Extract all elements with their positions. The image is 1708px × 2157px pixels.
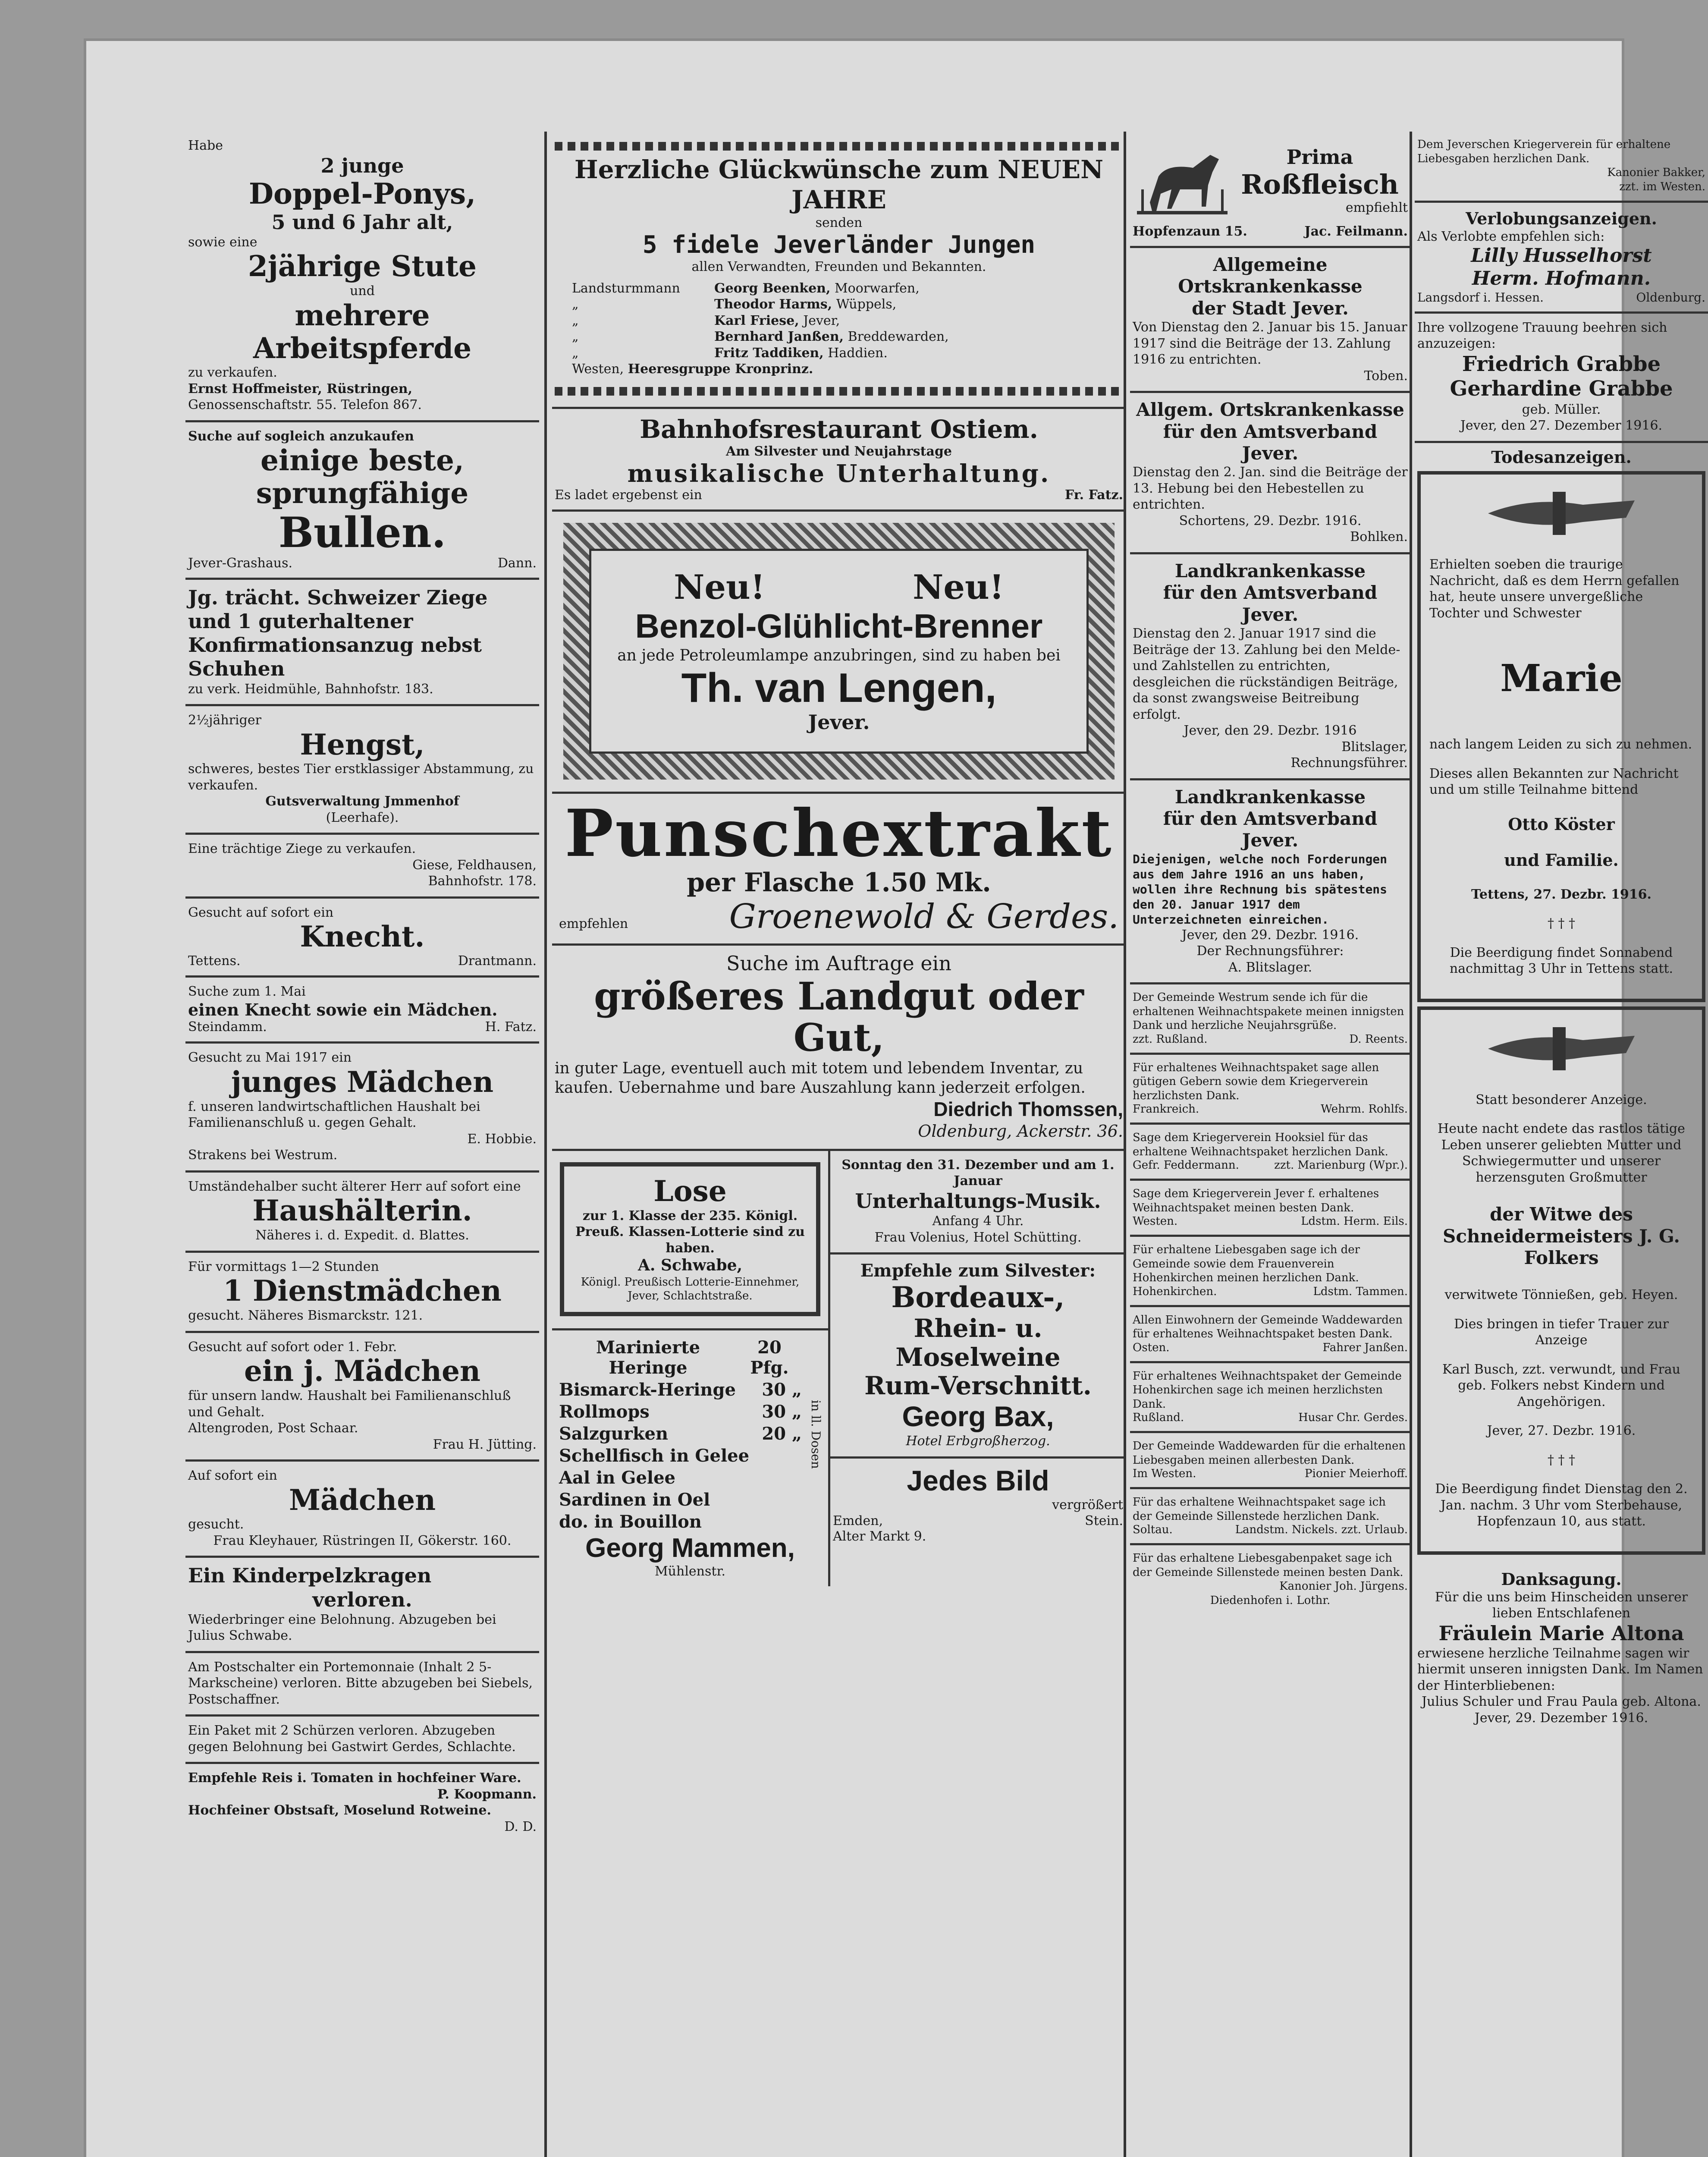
ad-headline: junges Mädchen	[231, 1065, 494, 1099]
thanks-bakker	[1415, 132, 1708, 203]
bottom-right-column	[830, 1151, 1126, 1586]
notice-body: Allen Einwohnern der Gemeinde Waddewarden für erhaltenes Weihnachtspaket besten Dank.	[1133, 1313, 1403, 1341]
ad-headline: Rum-Verschnitt.	[864, 1371, 1092, 1401]
section-heading: Todesanzeigen.	[1491, 447, 1632, 467]
ad-knecht	[185, 899, 539, 978]
notice-body: Heute nacht endete das rastlos tätige Leben unserer geliebten Mutter und Schwiegermutter und unserer herzensguten Großmutter	[1438, 1121, 1685, 1185]
notice-name: geb. Müller.	[1522, 402, 1601, 417]
notice-signature: Rechnungsführer.	[1290, 755, 1408, 771]
notice-body: Für das erhaltene Weihnachtspaket sage ich der Gemeinde Sillenstede herzlichen Dank.	[1133, 1496, 1386, 1523]
column-4	[1415, 132, 1708, 2157]
notice-name: der Witwe des Schneidermeisters J. G. Folkers	[1443, 1204, 1680, 1269]
ad-ponys	[185, 132, 539, 422]
engagement-notices: Verlobungsanzeigen. Als Verlobte empfehlen sich: Lilly Husselhorst Herm. Hofmann. Langsdorf i. Hessen. Oldenburg.	[1415, 203, 1708, 314]
ad-text: Gesucht zu Mai 1917 ein	[188, 1050, 352, 1066]
section-heading: Danksagung.	[1501, 1569, 1622, 1589]
notice-name: Herm. Hofmann.	[1472, 267, 1651, 289]
notice-body: Für das erhaltene Liebesgabenpaket sage ich der Gemeinde Sillenstede meinen besten Dank.	[1133, 1552, 1403, 1579]
notice-body: Dieses allen Bekannten zur Nachricht und um stille Teilnahme bittend	[1429, 766, 1679, 798]
notice-body: Sage dem Kriegerverein Jever f. erhaltenes Weihnachtspaket meinen besten Dank.	[1133, 1187, 1379, 1214]
name-row: „ Theodor Harms, Wüppels,	[572, 297, 897, 312]
thanks-notice: Für das erhaltene Liebesgabenpaket sage ich der Gemeinde Sillenstede meinen besten Dank. Kanonier Joh. Jürgens. Diedenhofen i. Lothr.	[1133, 1552, 1408, 1607]
ad-text: Empfehle Reis i. Tomaten in hochfeiner Ware.	[188, 1770, 521, 1786]
cross-wreath-icon	[1429, 483, 1693, 544]
ad-headline: verloren.	[312, 1588, 412, 1611]
notice-ortskrankenkasse-amt	[1130, 393, 1410, 554]
ad-text: Anfang 4 Uhr.	[932, 1214, 1024, 1229]
price-row: do. in Bouillon	[559, 1511, 702, 1532]
ad-headline: sprungfähige	[256, 476, 469, 510]
ad-headline: Hengst,	[300, 727, 425, 761]
ad-text: f. unseren landwirtschaftlichen Haushalt bei Familienanschluß u. gegen Gehalt.	[188, 1099, 480, 1131]
notice-name: Gerhardine Grabbe	[1450, 377, 1673, 401]
thanks-notice: Sage dem Kriegerverein Jever f. erhaltenes Weihnachtspaket meinen besten Dank. Westen. Ldstm. Herm. Eils.	[1130, 1181, 1410, 1237]
notice-signature: Jever, den 29. Dezbr. 1916.	[1181, 927, 1359, 943]
notice-signature: Der Rechnungsführer:	[1196, 943, 1344, 959]
notice-signature: Karl Busch, zzt. verwundt, und Frau geb. Folkers nebst Kindern und Angehörigen.	[1442, 1361, 1680, 1409]
notice-signature: Schortens, 29. Dezbr. 1916.	[1179, 513, 1362, 528]
ad-text: sowie eine	[188, 234, 257, 250]
ad-text: Wiederbringer eine Belohnung. Abzugeben bei Julius Schwabe.	[188, 1612, 496, 1644]
ad-text: für unsern landw. Haushalt bei Familienanschluß und Gehalt.	[188, 1388, 511, 1420]
ad-signature: D. D.	[504, 1819, 537, 1834]
ad-text: 2½jähriger	[188, 713, 261, 728]
notice-name: Fräulein Marie Altona	[1438, 1621, 1684, 1645]
ad-headline: einen Knecht sowie ein Mädchen.	[188, 1000, 498, 1019]
ad-signature: E. Hobbie.	[467, 1131, 537, 1147]
notice-body: Die Beerdigung findet Sonnabend nachmittag 3 Uhr in Tettens statt.	[1449, 945, 1673, 977]
ad-hengst	[185, 706, 539, 835]
ad-text: 2 junge	[320, 154, 404, 177]
name-row: Landsturmmann Georg Beenken, Moorwarfen,	[572, 280, 920, 296]
ad-haushaelterin	[185, 1173, 539, 1253]
ad-text: Auf sofort ein	[188, 1468, 277, 1483]
cross-wreath-icon	[1429, 1019, 1693, 1079]
notice-body: Erhielten soeben die traurige Nachricht, daß es dem Herrn gefallen hat, heute unsere unvergeßliche Tochter und Schwester	[1429, 557, 1680, 621]
ad-headline: Bullen.	[278, 508, 446, 557]
notice-body: Diejenigen, welche noch Forderungen aus dem Jahre 1916 an uns haben, wollen ihre Rechnung bis spätestens den 20. Januar 1917 dem Unterzeichneten einreichen.	[1133, 852, 1388, 927]
ad-address: zu verk. Heidmühle, Bahnhofstr. 183.	[188, 681, 433, 697]
price-row: Schellfisch in Gelee	[559, 1445, 750, 1466]
notice-date: Jever, den 27. Dezember 1916.	[1460, 418, 1663, 434]
notice-name: Friedrich Grabbe	[1462, 352, 1661, 376]
ad-signature: Ernst Hoffmeister, Rüstringen,	[188, 381, 413, 396]
notice-body: Der Gemeinde Westrum sende ich für die erhaltenen Weihnachtspakete meinen innigsten Dank und herzliche Neujahrsgrüße.	[1133, 991, 1404, 1032]
ad-pelzkragen	[185, 1558, 539, 1653]
ad-text: schweres, bestes Tier erstklassiger Abstammung, zu verkaufen.	[188, 761, 534, 793]
ad-reis	[185, 1764, 539, 1842]
name-row: „ Bernhard Janßen, Breddewarden,	[572, 329, 949, 345]
name-row: „ Karl Friese, Jever,	[572, 313, 840, 328]
notice-signature: und Familie.	[1504, 850, 1619, 870]
ad-address: Jever, Schlachtstraße.	[628, 1289, 753, 1303]
death-notice-folkers	[1417, 1006, 1705, 1555]
ad-text: Habe	[188, 138, 223, 153]
notice-body: Ihre vollzogene Trauung beehren sich anzuzeigen:	[1417, 320, 1667, 352]
ad-ziege	[185, 835, 539, 899]
thanks-notice: Für erhaltenes Weihnachtspaket der Gemeinde Hohenkirchen sage ich meinen herzlichsten Dank. Rußland. Husar Chr. Gerdes.	[1130, 1363, 1410, 1434]
ad-headline: mehrere Arbeitspferde	[253, 298, 472, 365]
ad-headline: 1 Dienstmädchen	[223, 1274, 502, 1308]
notice-signature: Kanonier Bakker,	[1607, 166, 1705, 179]
notice-title: für den Amtsverband Jever.	[1163, 582, 1378, 625]
ad-text: Prima	[1286, 145, 1353, 169]
notice-signature: Otto Köster	[1508, 814, 1615, 834]
notice-body: Für die uns beim Hinscheiden unserer lieben Entschlafenen	[1435, 1589, 1688, 1621]
ad-signature: Stein.	[1085, 1513, 1123, 1528]
ad-text: gesucht.	[188, 1517, 244, 1532]
newspaper-page	[86, 41, 1705, 2157]
ad-lose	[552, 1151, 828, 1330]
notice-date: Jever, 29. Dezember 1916.	[1474, 1710, 1648, 1726]
ad-signature: Gutsverwaltung Jmmenhof	[265, 794, 459, 809]
ad-text: Sonntag den 31. Dezember und am 1. Januar	[841, 1157, 1115, 1189]
notice-body: Als Verlobte empfehlen sich:	[1417, 229, 1605, 244]
notice-body: verwitwete Tönnießen, geb. Heyen.	[1444, 1287, 1678, 1303]
ad-text: Gesucht auf sofort oder 1. Febr.	[188, 1339, 397, 1355]
ad-place: Emden,	[833, 1513, 883, 1528]
ad-signature: Georg Bax,	[902, 1400, 1054, 1433]
thanks-notice: Für erhaltenes Weihnachtspaket sage allen gütigen Gebern sowie dem Kriegerverein herzlichsten Dank. Frankreich. Wehrm. Rohlfs.	[1130, 1055, 1410, 1125]
decorative-border	[555, 142, 1123, 151]
ad-headline: Bordeaux-,	[891, 1280, 1065, 1314]
notice-title: Allgem. Ortskrankenkasse	[1136, 399, 1404, 421]
side-note: in ll. Dosen	[809, 1400, 823, 1469]
notice-signature: Julius Schuler und Frau Paula geb. Altona.	[1422, 1694, 1701, 1710]
ad-knecht-maedchen	[185, 978, 539, 1044]
price-row: Marinierte Heringe 20 Pfg.	[596, 1337, 789, 1378]
death-notices-section	[1415, 443, 1708, 1563]
ad-landgut	[552, 946, 1126, 1151]
thanks-notice: Allen Einwohnern der Gemeinde Waddewarden für erhaltenes Weihnachtspaket besten Dank. Osten. Fahrer Janßen.	[1130, 1307, 1410, 1363]
ad-headline: Punschextrakt	[565, 796, 1113, 872]
notice-signature: Bohlken.	[1350, 529, 1408, 545]
ad-address: Genossenschaftstr. 55. Telefon 867.	[188, 397, 422, 413]
ad-headline: und 1 guterhaltener Konfirmationsanzug nebst Schuhen	[188, 610, 482, 681]
notice-title: Allgemeine Ortskrankenkasse	[1178, 254, 1363, 297]
decorative-frame	[563, 523, 1115, 780]
ad-place: Strakens bei Westrum.	[188, 1148, 338, 1163]
names-list	[555, 275, 1123, 383]
decorative-border	[555, 387, 1123, 396]
ad-signature: A. Schwabe,	[637, 1256, 742, 1275]
ad-text: und	[350, 283, 375, 299]
ad-address: Alter Markt 9.	[833, 1528, 926, 1544]
ad-place: Jever.	[808, 711, 870, 734]
ad-signature: P. Koopmann.	[437, 1786, 537, 1802]
ad-headline: Lose	[653, 1174, 727, 1208]
ad-place: Altengroden, Post Schaar.	[188, 1421, 358, 1436]
ad-place: (Leerhafe).	[326, 810, 399, 825]
notice-signature: A. Blitslager.	[1228, 959, 1312, 975]
ad-headline: Doppel-Ponys,	[248, 176, 476, 211]
notice-date: Jever, 27. Dezbr. 1916.	[1487, 1423, 1636, 1439]
ad-headline: größeres Landgut oder Gut,	[594, 973, 1084, 1060]
ad-signature: Frau H. Jütting.	[433, 1437, 537, 1452]
ad-signature: Giese, Feldhausen,	[412, 857, 537, 873]
ad-signature: Diedrich Thomssen,	[933, 1098, 1123, 1121]
price-row: Aal in Gelee	[559, 1467, 675, 1488]
ad-headline: 5 fidele Jeverländer Jungen	[642, 230, 1036, 259]
ad-text: Eine trächtige Ziege zu verkaufen.	[188, 841, 416, 857]
ad-benzol-brenner	[552, 512, 1126, 794]
ad-address: Hotel Erbgroßherzog.	[906, 1434, 1050, 1449]
notice-title: für den Amtsverband Jever.	[1163, 421, 1378, 464]
ad-text: zu verkaufen.	[188, 365, 277, 380]
ad-bullen	[185, 422, 539, 580]
name-row: „ Fritz Taddiken, Haddien.	[572, 345, 888, 361]
ad-headline: ein j. Mädchen	[244, 1354, 480, 1388]
frame-content	[589, 549, 1089, 754]
ad-signature: H. Fatz.	[485, 1019, 537, 1035]
ad-text: Es ladet ergebenst ein	[555, 487, 702, 503]
ad-text: Königl. Preußisch Lotterie-Einnehmer,	[581, 1275, 800, 1289]
bottom-left-column	[552, 1151, 830, 1586]
ad-text: Hochfeiner Obstsaft, Moselund Rotweine.	[188, 1803, 491, 1818]
ad-georg-bax	[830, 1255, 1126, 1458]
notice-body: Statt besonderer Anzeige.	[1476, 1092, 1647, 1107]
thanks-notice: Für das erhaltene Weihnachtspaket sage ich der Gemeinde Sillenstede herzlichen Dank. Soltau. Landstm. Nickels. zzt. Urlaub.	[1130, 1489, 1410, 1545]
ad-text: vergrößert	[1052, 1497, 1123, 1513]
notice-body: Sage dem Kriegerverein Hooksiel für das erhaltene Weihnachtspaket herzlichen Dank.	[1133, 1131, 1388, 1158]
ad-text: empfiehlt	[1345, 200, 1408, 216]
ad-fish	[552, 1330, 828, 1587]
ad-text: Suche auf sogleich anzukaufen	[188, 428, 414, 444]
notice-body: Für erhaltene Liebesgaben sage ich der Gemeinde sowie dem Frauenverein Hohenkirchen meinen herzlichen Dank.	[1133, 1243, 1360, 1285]
ad-j-maedchen	[185, 1333, 539, 1462]
ad-headline: musikalische Unterhaltung.	[627, 459, 1051, 488]
ad-headline: Rhein- u. Moselweine	[895, 1314, 1061, 1372]
ad-headline: Mädchen	[289, 1483, 436, 1517]
ad-headline: Neu!	[674, 568, 765, 607]
ad-bahnhofsrestaurant	[552, 409, 1126, 512]
notice-body: Von Dienstag den 2. Januar bis 15. Januar 1917 sind die Beiträge der 13. Zahlung 1916 zu entrichten.	[1133, 320, 1407, 368]
notice-title: Landkrankenkasse	[1174, 786, 1366, 808]
ad-signature: Jac. Feilmann.	[1304, 224, 1408, 239]
ad-address: Mühlenstr.	[654, 1563, 726, 1579]
column-2	[552, 132, 1126, 2157]
notice-signature: Toben.	[1364, 368, 1408, 384]
ad-maedchen	[185, 1462, 539, 1558]
ad-text: Suche im Auftrage ein	[726, 951, 951, 975]
ad-text: Näheres i. d. Expedit. d. Blattes.	[255, 1228, 469, 1243]
notice-title: der Stadt Jever.	[1192, 297, 1349, 319]
price-row: Rollmops 30 „	[559, 1401, 802, 1422]
horse-icon	[1133, 138, 1232, 224]
crosses: † † †	[1547, 916, 1576, 931]
thanks-notice: Sage dem Kriegerverein Hooksiel für das erhaltene Weihnachtspaket herzlichen Dank. Gefr. Feddermann. zzt. Marienburg (Wpr.).	[1130, 1125, 1410, 1181]
ad-text: zur 1. Klasse der 235. Königl. Preuß. Klassen-Lotterie sind zu haben.	[575, 1208, 805, 1256]
ad-jedes-bild	[830, 1459, 1126, 1552]
price-row: Salzgurken 20 „	[559, 1423, 802, 1444]
ad-text: Am Silvester und Neujahrstage	[725, 444, 952, 459]
ad-headline: Ein Kinderpelzkragen	[188, 1564, 432, 1588]
price-row: Sardinen in Oel	[559, 1489, 710, 1510]
notice-signature: Jever, den 29. Dezbr. 1916	[1184, 723, 1357, 739]
ad-headline: per Flasche 1.50 Mk.	[687, 867, 991, 898]
ad-headline: einige beste,	[261, 443, 464, 478]
ad-place: Jever-Grashaus.	[188, 555, 293, 571]
ad-unterhaltungsmusik	[830, 1151, 1126, 1255]
ad-paket	[185, 1717, 539, 1764]
ad-text: in guter Lage, eventuell auch mit totem und lebendem Inventar, zu kaufen. Uebernahme und bare Auszahlung kann jederzeit erfolgen.	[555, 1060, 1086, 1097]
wedding-notice	[1415, 314, 1708, 443]
price-list	[555, 1336, 806, 1533]
ad-headline: Knecht.	[300, 920, 425, 954]
notice-body: Für erhaltenes Weihnachtspaket der Gemeinde Hohenkirchen sage ich meinen herzlichsten Dank.	[1133, 1369, 1402, 1411]
notice-title: Landkrankenkasse	[1174, 560, 1366, 582]
bottom-ads-grid	[552, 1151, 1126, 1586]
ad-punschextrakt	[552, 794, 1126, 945]
ad-text: empfehlen	[559, 916, 628, 931]
ad-headline: Bahnhofsrestaurant Ostiem.	[640, 414, 1038, 444]
notice-landkrankenkasse-2	[1130, 780, 1410, 985]
section-heading: Verlobungsanzeigen.	[1466, 209, 1657, 228]
lose-frame	[560, 1162, 820, 1316]
notice-body: Der Gemeinde Waddewarden für die erhaltenen Liebesgaben meinen allerbesten Dank.	[1133, 1440, 1406, 1467]
ad-headline: Herzliche Glückwünsche zum NEUEN JAHRE	[574, 155, 1104, 214]
ad-rossfleisch	[1130, 132, 1410, 248]
ad-portemonnaie	[185, 1653, 539, 1717]
ad-headline: Benzol-Glühlicht-Brenner	[635, 607, 1043, 645]
ad-address: Hopfenzaun 15.	[1133, 224, 1247, 239]
ad-headline: Neu!	[913, 568, 1004, 607]
ad-text: Umständehalber sucht älterer Herr auf sofort eine	[188, 1179, 521, 1194]
ad-text: senden	[815, 215, 863, 231]
ad-signature: Dann.	[497, 555, 537, 571]
notice-ortskrankenkasse-stadt	[1130, 248, 1410, 393]
ad-ziege-anzug	[185, 580, 539, 706]
notice-body: Dies bringen in tiefer Trauer zur Anzeige	[1454, 1316, 1669, 1348]
ad-text: gesucht. Näheres Bismarckstr. 121.	[188, 1308, 423, 1324]
danksagung	[1415, 1563, 1708, 1733]
ad-address: Bahnhofstr. 178.	[428, 874, 537, 889]
ad-address: Frau Kleyhauer, Rüstringen II, Gökerstr. 160.	[213, 1533, 512, 1548]
ad-headline: Jedes Bild	[907, 1464, 1049, 1497]
ad-junges-maedchen	[185, 1044, 539, 1172]
column-1	[185, 132, 539, 2157]
notice-body: Für erhaltenes Weihnachtspaket sage allen gütigen Gebern sowie dem Kriegerverein herzlichsten Dank.	[1133, 1061, 1379, 1102]
notice-name: Lilly Husselhorst	[1471, 245, 1652, 267]
notice-body: nach langem Leiden zu sich zu nehmen.	[1429, 737, 1692, 752]
notice-signature: Blitslager,	[1341, 739, 1408, 755]
price-row: Bismarck-Heringe 30 „	[559, 1379, 802, 1400]
notice-signature: zzt. im Westen.	[1619, 180, 1705, 193]
ad-text: an jede Petroleumlampe anzubringen, sind zu haben bei	[617, 646, 1061, 664]
thanks-notice: Der Gemeinde Waddewarden für die erhaltenen Liebesgaben meinen allerbesten Dank. Im Westen. Pionier Meierhoff.	[1130, 1433, 1410, 1489]
ad-text: Empfehle zum Silvester:	[860, 1261, 1096, 1281]
ad-text: Am Postschalter ein Portemonnaie (Inhalt 2 5-Markscheine) verloren. Bitte abzugeben bei Siebels, Postschaffner.	[188, 1659, 533, 1707]
ad-headline: Haushälterin.	[252, 1194, 472, 1228]
ad-dienstmaedchen	[185, 1253, 539, 1333]
ad-text: Für vormittags 1—2 Stunden	[188, 1259, 379, 1274]
ad-signature: Georg Mammen,	[585, 1533, 795, 1563]
notice-body: Dem Jeverschen Kriegerverein für erhaltene Liebesgaben herzlichen Dank.	[1417, 138, 1671, 165]
ad-headline: Unterhaltungs-Musik.	[855, 1189, 1101, 1213]
ad-headline: 2jährige Stute	[248, 249, 477, 283]
thanks-notice: Für erhaltene Liebesgaben sage ich der Gemeinde sowie dem Frauenverein Hohenkirchen meinen herzlichen Dank. Hohenkirchen. Ldstm. Tammen.	[1130, 1237, 1410, 1307]
notice-landkrankenkasse-1	[1130, 554, 1410, 780]
notice-title: für den Amtsverband Jever.	[1163, 808, 1378, 851]
death-notice-marie	[1417, 471, 1705, 1002]
ad-address: Oldenburg, Ackerstr. 36.	[918, 1122, 1123, 1141]
ad-place: Tettens.	[188, 953, 241, 969]
ad-headline: Roßfleisch	[1241, 169, 1399, 201]
notice-body: erwiesene herzliche Teilnahme sagen wir hiermit unseren innigsten Dank. Im Namen der Hinterbliebenen:	[1417, 1645, 1703, 1693]
notice-name: Marie	[1500, 657, 1623, 701]
ad-text: Gesucht auf sofort ein	[188, 905, 334, 920]
ad-text: 5 und 6 Jahr alt,	[271, 210, 453, 234]
notice-body: Dienstag den 2. Januar 1917 sind die Beiträge der 13. Zahlung bei den Melde- und Zahlstellen zu entrichten, desgleichen die rückständigen Beiträge, da sonst zwangsweise Beitreibung erfolgt.	[1133, 626, 1400, 722]
ad-headline: Jg. trächt. Schweizer Ziege	[188, 585, 488, 609]
thanks-notice: Der Gemeinde Westrum sende ich für die erhaltenen Weihnachtspakete meinen innigsten Dank und herzliche Neujahrsgrüße. zzt. Rußland. D. Reents.	[1130, 984, 1410, 1055]
crosses: † † †	[1547, 1452, 1576, 1468]
ad-text: allen Verwandten, Freunden und Bekannten.	[691, 259, 986, 275]
ad-signature: Groenewold & Gerdes.	[729, 897, 1119, 936]
ad-text: Ein Paket mit 2 Schürzen verloren. Abzugeben gegen Belohnung bei Gastwirt Gerdes, Schlachte.	[188, 1723, 516, 1755]
column-3	[1130, 132, 1410, 2157]
ad-text: Suche zum 1. Mai	[188, 984, 306, 1000]
ad-signature: Drantmann.	[458, 953, 537, 969]
notice-date: Tettens, 27. Dezbr. 1916.	[1471, 887, 1651, 902]
name-row: Westen, Heeresgruppe Kronprinz.	[572, 362, 813, 377]
ad-greetings	[552, 132, 1126, 409]
notice-body: Dienstag den 2. Jan. sind die Beiträge der 13. Hebung bei den Hebestellen zu entrichten.	[1133, 465, 1408, 513]
ad-signature: Fr. Fatz.	[1064, 487, 1123, 503]
notice-body: Die Beerdigung findet Dienstag den 2. Jan. nachm. 3 Uhr vom Sterbehause, Hopfenzaun 10, aus statt.	[1435, 1481, 1688, 1529]
ad-headline: Th. van Lengen,	[681, 664, 997, 711]
ad-place: Steindamm.	[188, 1019, 267, 1035]
ad-signature: Frau Volenius, Hotel Schütting.	[874, 1229, 1082, 1245]
